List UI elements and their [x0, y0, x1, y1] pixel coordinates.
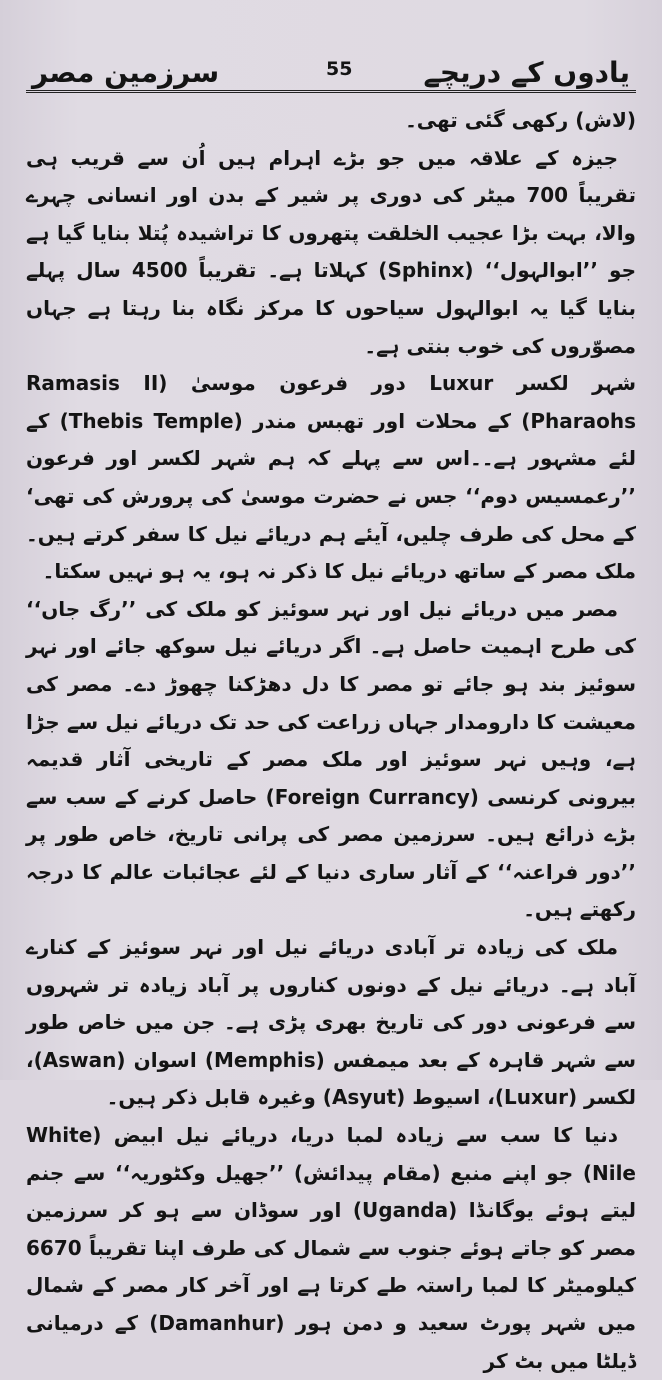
- chapter-title: سرزمین مصر: [32, 56, 220, 89]
- paragraph: ملک کی زیادہ تر آبادی دریائے نیل اور نہر سوئیز کے کنارے آباد ہے۔ دریائے نیل کے دونوں کناروں پر آباد زیادہ تر شہروں سے فرعونی دور کی تاریخ بھری پڑی ہے۔ جن میں خاص طور سے شہر قاہرہ کے بعد میمفس (Memphis) اسوان (Aswan)، لکسر (Luxur)، اسیوط (Asyut) وغیرہ قابل ذکر ہیں۔: [26, 935, 636, 1110]
- paragraph: (لاش) رکھی گئی تھی۔: [405, 108, 636, 132]
- paragraph: شہر لکسر Luxur دور فرعون موسیٰ (Ramasis II (Pharaohs کے محلات اور تھبس مندر (Thebis Temple) کے لئے مشہور ہے۔۔اس سے پہلے کہ ہم شہر لکسر اور فرعون ’’رعمسیس دوم‘‘ جس نے حضرت موسیٰ کی پرورش کی تھی‘ کے محل کی طرف چلیں، آیئے ہم دریائے نیل کا سفر کرتے ہیں۔ ملک مصر کے ساتھ دریائے نیل کا ذکر نہ ہو، یہ ہو نہیں سکتا۔: [26, 371, 636, 584]
- paragraph: دنیا کا سب سے زیادہ لمبا دریا، دریائے نیل ابیض (White Nile) جو اپنے منبع (مقام پیدائش) ’’جھیل وکٹوریہ‘‘ سے جنم لیتے ہوئے یوگانڈا (Uganda) اور سوڈان سے ہو کر سرزمین مصر کو جاتے ہوئے جنوب سے شمال کی طرف اپنا تقریباً 6670 کیلومیٹر کا لمبا راستہ طے کرتا ہے اور آخر کار مصر کے شمال میں شہر پورٹ سعید و دمن ہور (Damanhur) کے درمیانی ڈیلٹا میں بٹ کر: [26, 1123, 636, 1373]
- paragraph: مصر میں دریائے نیل اور نہر سوئیز کو ملک کی ’’رگ جاں‘‘ کی طرح اہمیت حاصل ہے۔ اگر دریائے نیل سوکھ جائے اور نہر سوئیز بند ہو جائے تو مصر کا دل دھڑکنا چھوڑ دے۔ مصر کی معیشت کا دارومدار جہاں زراعت کی حد تک دریائے نیل سے جڑا ہے، وہیں نہر سوئیز اور ملک مصر کے تاریخی آثار قدیمہ بیرونی کرنسی (Foreign Currancy) حاصل کرنے کے سب سے بڑے ذرائع ہیں۔ سرزمین مصر کی پرانی تاریخ، خاص طور پر ’’دور فراعنہ‘‘ کے آثار ساری دنیا کے لئے عجائبات عالم کا درجہ رکھتے ہیں۔: [26, 596, 637, 922]
- paragraph: جیزہ کے علاقہ میں جو بڑے اہرام ہیں اُن سے قریب ہی تقریباً 700 میٹر کی دوری پر شیر کے بدن اور انسانی چہرے والا، بہت بڑا عجیب الخلقت پتھروں کا تراشیدہ پُتلا بنایا گیا ہے جو ’’ابوالہول‘‘ (Sphinx) کہلاتا ہے۔ تقریباً 4500 سال پہلے بنایا گیا یہ ابوالہول سیاحوں کا مرکز نگاہ بنا رہتا ہے جہاں مصوّروں کی خوب بنتی ہے۔: [26, 145, 636, 358]
- running-header: [26, 40, 636, 93]
- page-number: 55: [326, 58, 353, 80]
- body-text: [26, 102, 636, 1380]
- book-title: یادوں کے دریچے: [423, 56, 630, 89]
